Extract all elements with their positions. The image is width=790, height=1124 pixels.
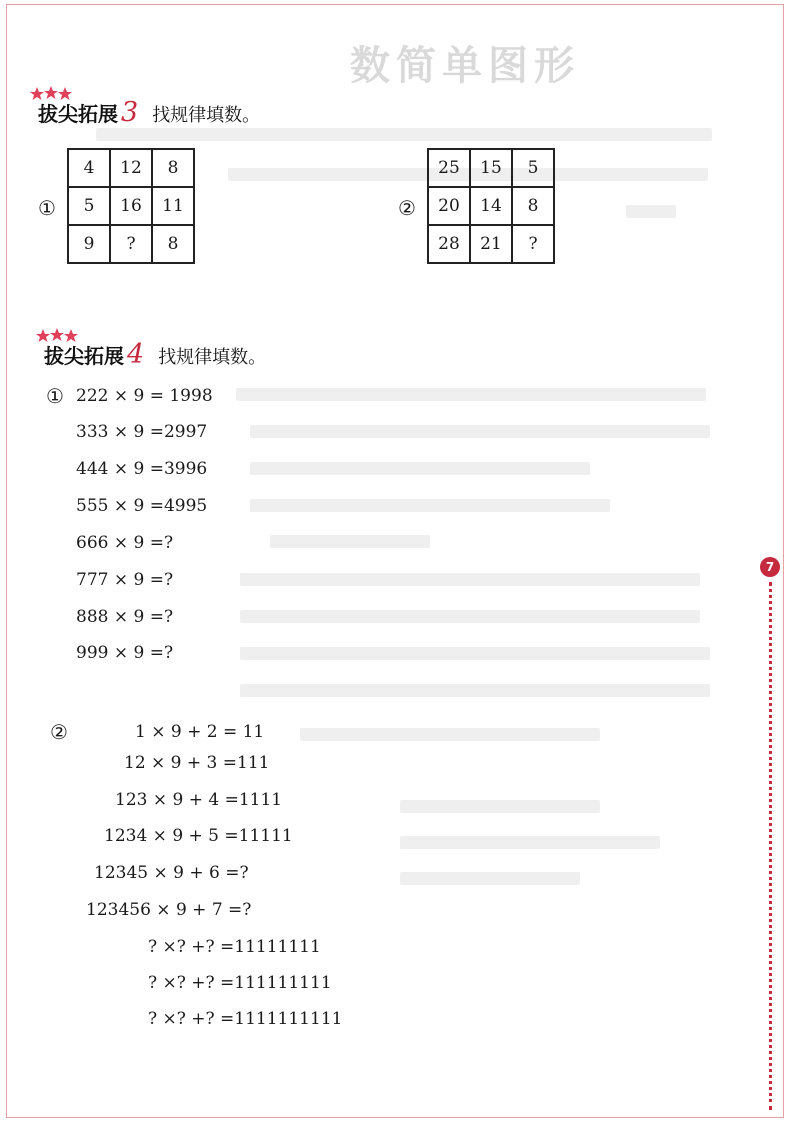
grid2-marker: ②	[398, 196, 416, 220]
grid-cell: ?	[512, 225, 554, 263]
grid-cell: 8	[152, 225, 194, 263]
equation: 333 × 9 =2997	[76, 422, 208, 442]
bleed-line	[400, 836, 660, 849]
grid-cell: 11	[152, 187, 194, 225]
bleed-line	[300, 728, 600, 741]
grid-row	[428, 187, 554, 225]
section4-label: 拔尖拓展	[44, 344, 124, 368]
bleed-line	[240, 684, 710, 697]
bleed-line	[626, 205, 676, 218]
grid-cell: 14	[470, 187, 512, 225]
section3-instruction: 找规律填数。	[152, 105, 261, 126]
bleed-line	[270, 535, 430, 548]
grid-cell: 5	[68, 187, 110, 225]
bleed-line	[250, 425, 710, 438]
part2-marker: ②	[50, 720, 68, 744]
grid-cell: 20	[428, 187, 470, 225]
equation: 777 × 9 =?	[76, 570, 174, 590]
grid-row	[428, 225, 554, 263]
section4-instruction: 找规律填数。	[158, 347, 267, 368]
number-grid-2	[427, 148, 555, 264]
grid-cell: 25	[428, 149, 470, 187]
grid-cell: 8	[512, 187, 554, 225]
bleed-line	[240, 610, 700, 623]
equation: 222 × 9 = 1998	[76, 386, 213, 406]
equation: 444 × 9 =3996	[76, 459, 208, 479]
equation: 123456 × 9 + 7 =?	[86, 900, 252, 920]
part1-marker: ①	[46, 384, 64, 408]
section3-number: 3	[121, 97, 139, 128]
bleed-line	[250, 462, 590, 475]
equation: 1 × 9 + 2 = 11	[135, 722, 265, 742]
equation: 666 × 9 =?	[76, 533, 174, 553]
bleed-line	[236, 388, 706, 401]
equation: 123 × 9 + 4 =1111	[115, 790, 283, 810]
equation: 1234 × 9 + 5 =11111	[104, 826, 293, 846]
number-grid-1	[67, 148, 195, 264]
equation: 888 × 9 =?	[76, 607, 174, 627]
equation: ? ×? +? =1111111111	[148, 1009, 343, 1029]
dotted-margin-line	[769, 582, 772, 1110]
bleed-line	[240, 647, 710, 660]
bleed-line	[240, 573, 700, 586]
section4-heading	[44, 340, 266, 369]
bleed-line	[400, 800, 600, 813]
bleed-line	[250, 499, 610, 512]
grid-row	[68, 187, 194, 225]
grid-cell: ?	[110, 225, 152, 263]
equation: 12345 × 9 + 6 =?	[94, 863, 249, 883]
grid-cell: 12	[110, 149, 152, 187]
section3-label: 拔尖拓展	[38, 102, 118, 126]
section3-heading	[38, 98, 260, 127]
grid-cell: 21	[470, 225, 512, 263]
grid-row	[68, 225, 194, 263]
grid-cell: 16	[110, 187, 152, 225]
grid1-marker: ①	[38, 196, 56, 220]
grid-cell: 5	[512, 149, 554, 187]
bleed-line	[96, 128, 712, 141]
grid-row	[428, 149, 554, 187]
equation: 12 × 9 + 3 =111	[124, 753, 270, 773]
grid-cell: 15	[470, 149, 512, 187]
equation: ? ×? +? =111111111	[148, 973, 332, 993]
grid-cell: 9	[68, 225, 110, 263]
grid-cell: 4	[68, 149, 110, 187]
equation: 999 × 9 =?	[76, 643, 174, 663]
bleed-line	[400, 872, 580, 885]
equation: 555 × 9 =4995	[76, 496, 208, 516]
section4-number: 4	[127, 339, 145, 370]
equation: ? ×? +? =11111111	[148, 937, 321, 957]
grid-cell: 28	[428, 225, 470, 263]
grid-row	[68, 149, 194, 187]
watermark-title: 数简单图形	[350, 42, 580, 89]
grid-cell: 8	[152, 149, 194, 187]
page-number-badge: 7	[760, 557, 780, 577]
